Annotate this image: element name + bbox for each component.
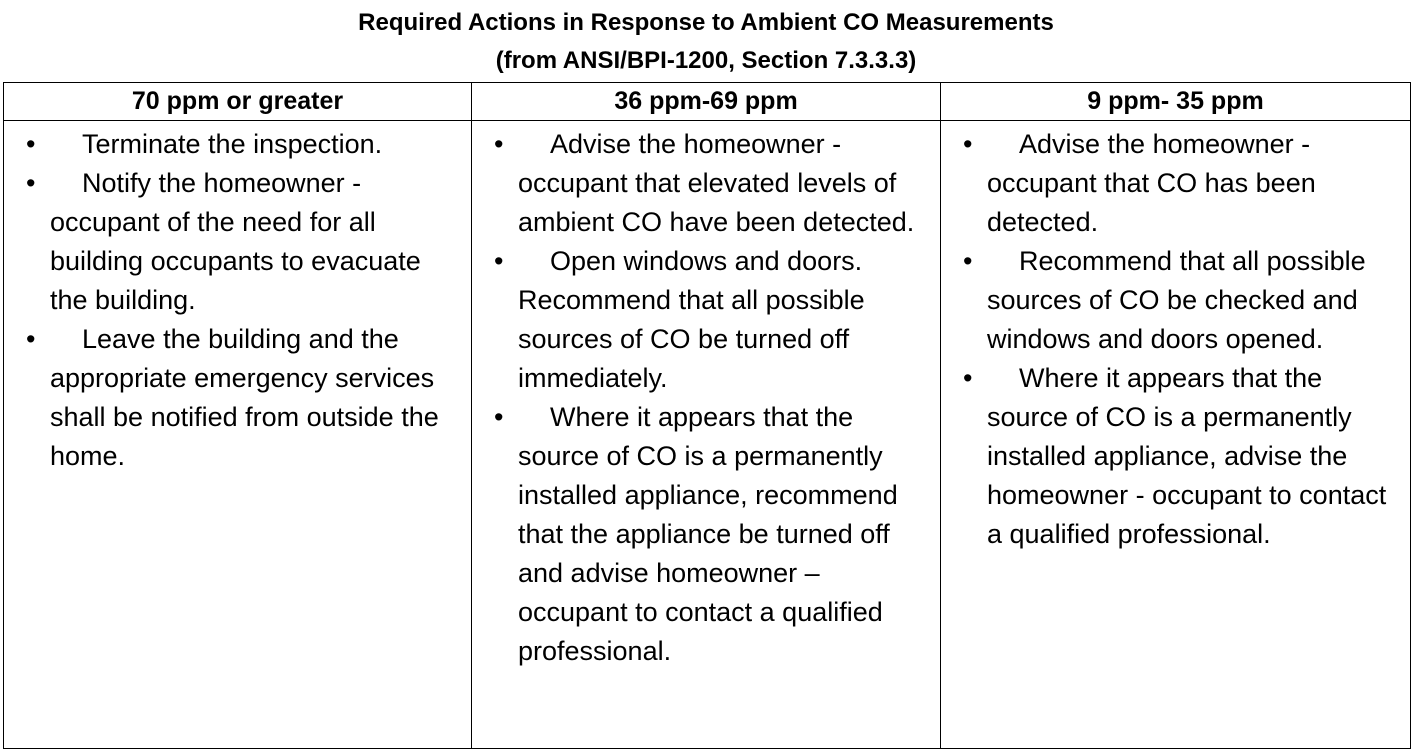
bullet-icon: • [494,246,504,276]
list-item [4,164,471,320]
bullet-icon: • [963,363,973,393]
action-text: Notify the homeowner - occupant of the need for all building occupants to evacuate the building. [50,168,421,315]
title-line-2: (from ANSI/BPI-1200, Section 7.3.3.3) [495,47,917,74]
action-text: Advise the homeowner - occupant that elevated levels of ambient CO have been detected. [518,129,915,237]
action-text: Recommend that all possible sources of CO be checked and windows and doors opened. [987,246,1366,354]
actions-list [4,125,471,476]
column-70-ppm-actions [4,121,472,749]
list-item [941,125,1410,242]
actions-list [941,125,1410,554]
action-text: Terminate the inspection. [82,129,383,159]
bullet-icon: • [494,402,504,432]
header-row [4,83,1411,121]
action-text: Where it appears that the source of CO is a permanently installed appliance, recommend that the appliance be turned off and advise homeowner – occupant to contact a qualified professional. [518,402,898,666]
action-text: Leave the building and the appropriate emergency services shall be notified from outside the home. [50,324,439,471]
bullet-icon: • [963,129,973,159]
co-actions-table [3,82,1411,749]
actions-row [4,121,1411,749]
bullet-icon: • [26,129,36,159]
list-item [472,125,940,242]
header-70-ppm-or-greater: 70 ppm or greater [4,83,472,121]
list-item [941,359,1410,554]
action-text: Advise the homeowner - occupant that CO has been detected. [987,129,1316,237]
actions-list [472,125,940,671]
bullet-icon: • [494,129,504,159]
header-36-69-ppm: 36 ppm-69 ppm [472,83,941,121]
action-text: Where it appears that the source of CO is a permanently installed appliance, advise the homeowner - occupant to contact a qualified professional. [987,363,1387,549]
document-title [0,4,1412,80]
list-item [472,398,940,671]
list-item [472,242,940,398]
list-item [4,320,471,476]
bullet-icon: • [963,246,973,276]
column-36-69-ppm-actions [472,121,941,749]
list-item [941,242,1410,359]
action-text: Open windows and doors. Recommend that all possible sources of CO be turned off immediately. [518,246,865,393]
header-9-35-ppm: 9 ppm- 35 ppm [941,83,1411,121]
bullet-icon: • [26,324,36,354]
list-item [4,125,471,164]
bullet-icon: • [26,168,36,198]
title-line-1: Required Actions in Response to Ambient CO Measurements [358,9,1054,36]
column-9-35-ppm-actions [941,121,1411,749]
